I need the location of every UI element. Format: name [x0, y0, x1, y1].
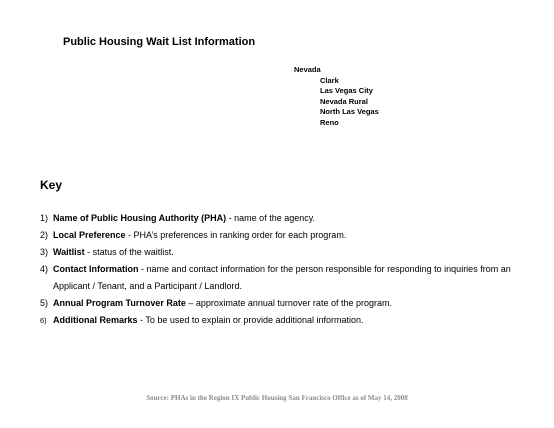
key-item-number: 5) [40, 298, 49, 308]
key-item [40, 261, 540, 295]
key-item-description: – approximate annual turnover rate of the program. [185, 298, 392, 308]
key-item-body [53, 244, 540, 261]
key-item-number: 6) [40, 316, 47, 325]
key-item-term: Additional Remarks [53, 315, 138, 325]
key-item-body [53, 261, 540, 295]
region-list [294, 76, 379, 129]
region-item: Las Vegas City [320, 86, 373, 95]
key-item-number: 3) [40, 247, 49, 257]
key-item-description: - name of the agency. [226, 213, 316, 223]
state-block [294, 65, 379, 128]
key-item-description: - PHA’s preferences in ranking order for each program. [125, 230, 347, 240]
key-item [40, 244, 540, 261]
key-item-body [53, 210, 540, 227]
key-item-term: Name of Public Housing Authority (PHA) [53, 213, 227, 223]
key-item-body [53, 295, 540, 312]
key-item-description: - name and contact information for the person responsible for responding to inquiries from an Applicant / Tenant, and a Participant / Landlord. [53, 264, 511, 291]
key-item [40, 210, 540, 227]
key-item-term: Local Preference [53, 230, 126, 240]
key-item-number: 2) [40, 230, 49, 240]
key-item-term: Waitlist [53, 247, 85, 257]
key-item-term: Annual Program Turnover Rate [53, 298, 186, 308]
region-item: Reno [320, 117, 339, 127]
key-list [40, 210, 540, 329]
key-item-body [53, 312, 540, 329]
key-item-number: 1) [40, 213, 49, 223]
key-item-description: - status of the waitlist. [84, 247, 174, 257]
state-name: Nevada [294, 65, 321, 74]
key-item [40, 312, 540, 329]
key-item-term: Contact Information [53, 264, 139, 274]
region-item: North Las Vegas [320, 107, 379, 116]
key-item [40, 295, 540, 312]
region-item: Clark [320, 75, 339, 85]
key-item-description: - To be used to explain or provide additional information. [137, 315, 364, 325]
page-title: Public Housing Wait List Information [63, 36, 256, 48]
source-note: Source: PHAs in the Region IX Public Housing San Francisco Office as of May 14, 2008 [146, 394, 408, 402]
key-heading: Key [40, 178, 63, 192]
key-item [40, 227, 540, 244]
key-item-body [53, 227, 540, 244]
key-item-number: 4) [40, 264, 49, 274]
region-item: Nevada Rural [320, 96, 368, 106]
